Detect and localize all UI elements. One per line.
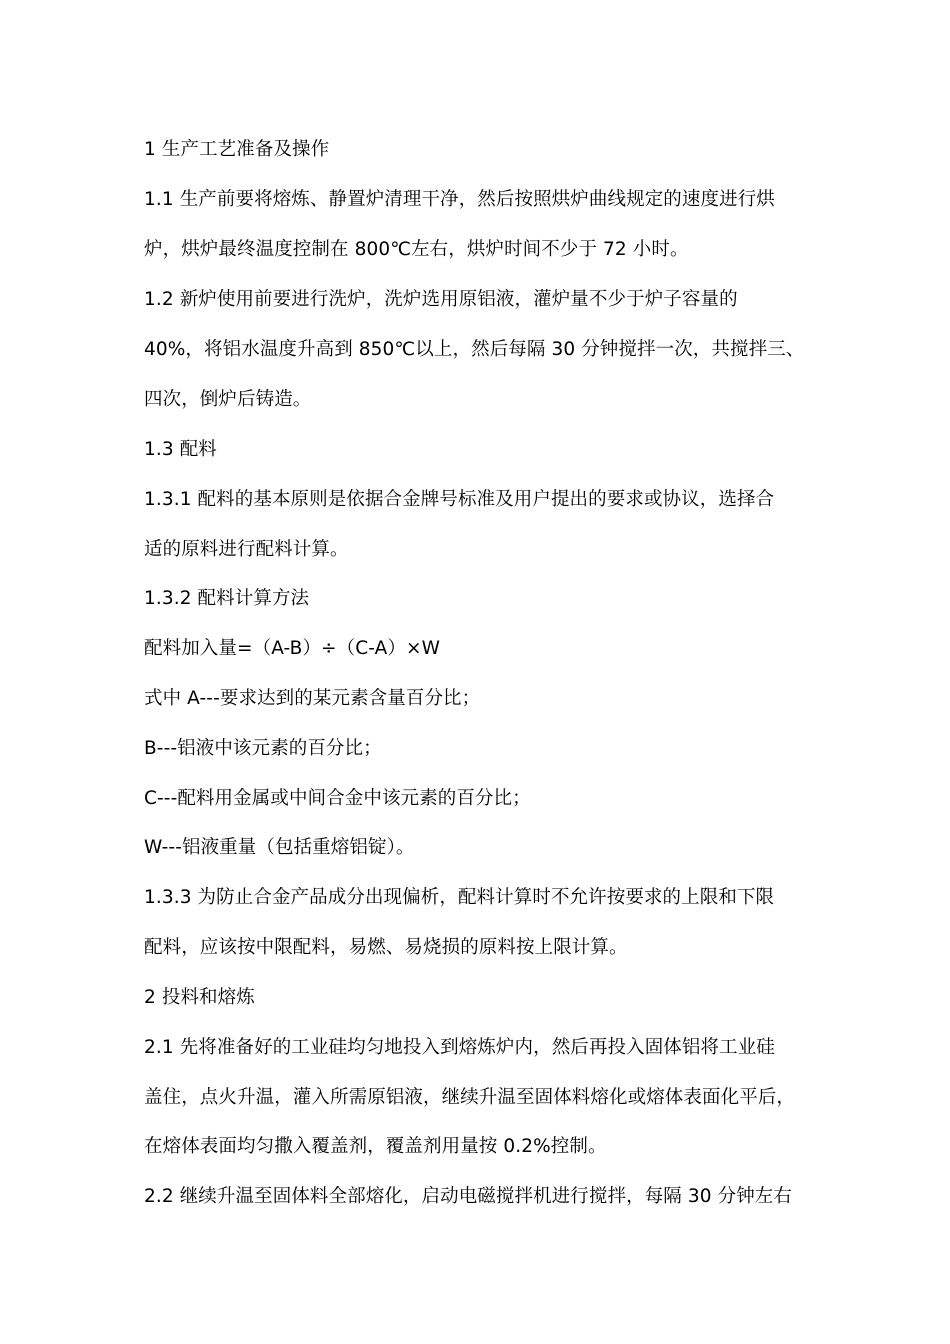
paragraph-line: 2.2 继续升温至固体料全部熔化，启动电磁搅拌机进行搅拌，每隔 30 分钟左右	[144, 1186, 793, 1207]
definition-line: 式中 A---要求达到的某元素含量百分比；	[144, 688, 481, 709]
subsection-heading: 1.3.2 配料计算方法	[144, 588, 310, 609]
definition-line: C---配料用金属或中间合金中该元素的百分比；	[144, 788, 531, 809]
paragraph-line: 1.1 生产前要将熔炼、静置炉清理干净，然后按照烘炉曲线规定的速度进行烘	[144, 189, 775, 210]
paragraph-line: 1.3.3 为防止合金产品成分出现偏析，配料计算时不允许按要求的上限和下限	[144, 887, 775, 908]
section-heading-1: 1 生产工艺准备及操作	[144, 139, 330, 160]
paragraph-line: 40%，将铝水温度升高到 850℃以上，然后每隔 30 分钟搅拌一次，共搅拌三、	[144, 339, 805, 360]
subsection-heading: 1.3 配料	[144, 439, 217, 460]
paragraph-line: 炉，烘炉最终温度控制在 800℃左右，烘炉时间不少于 72 小时。	[144, 239, 689, 260]
paragraph-line: 适的原料进行配料计算。	[144, 539, 349, 560]
section-heading-2: 2 投料和熔炼	[144, 987, 255, 1008]
paragraph-line: 2.1 先将准备好的工业硅均匀地投入到熔炼炉内，然后再投入固体铝将工业硅	[144, 1037, 775, 1058]
paragraph-line: 1.2 新炉使用前要进行洗炉，洗炉选用原铝液，灌炉量不少于炉子容量的	[144, 289, 738, 310]
paragraph-line: 在熔体表面均匀撒入覆盖剂，覆盖剂用量按 0.2%控制。	[144, 1136, 607, 1157]
paragraph-line: 四次，倒炉后铸造。	[144, 389, 312, 410]
definition-line: W---铝液重量（包括重熔铝锭）。	[144, 837, 415, 858]
formula-line: 配料加入量=（A-B）÷（C-A）×W	[144, 638, 440, 659]
definition-line: B---铝液中该元素的百分比；	[144, 738, 382, 759]
paragraph-line: 1.3.1 配料的基本原则是依据合金牌号标准及用户提出的要求或协议，选择合	[144, 489, 775, 510]
paragraph-line: 配料，应该按中限配料，易燃、易烧损的原料按上限计算。	[144, 937, 628, 958]
paragraph-line: 盖住，点火升温，灌入所需原铝液，继续升温至固体料熔化或熔体表面化平后，	[144, 1087, 796, 1108]
